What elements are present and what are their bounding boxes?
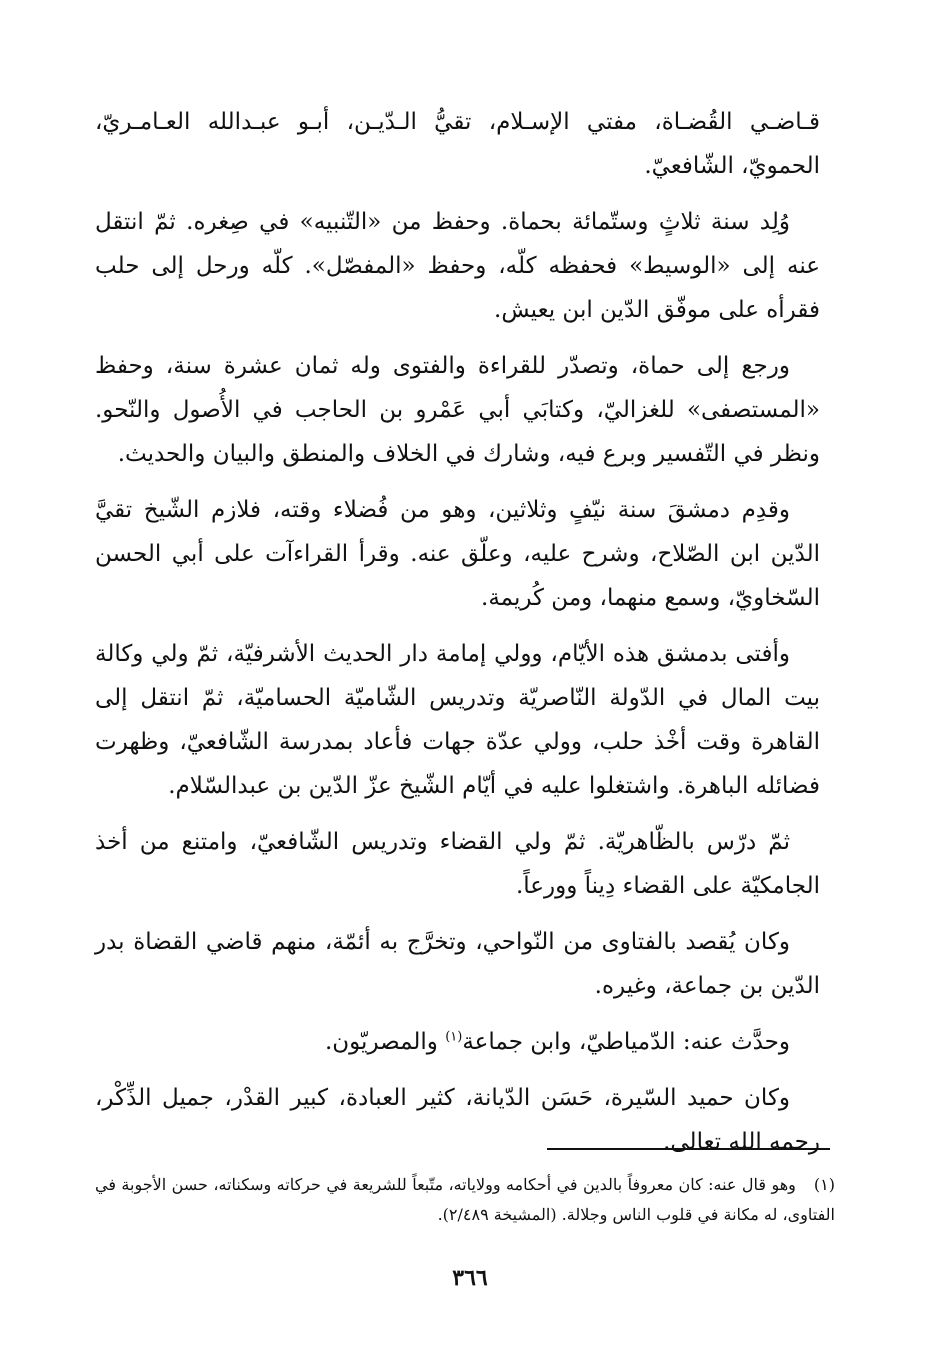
narrators-text-end: والمصريّون.: [324, 1029, 446, 1055]
paragraph-damascus: وقدِم دمشقَ سنة نيّفٍ وثلاثين، وهو من فُضلاء وقته، فلازم الشّيخ تقيَّ الدّين ابن الصّلاح، وشرح عليه، وعلّق عنه. وقرأ القراءآت على أبي الحسن السّخاويّ، وسمع منهما، ومن كُريمة.: [95, 497, 820, 611]
footnote-reference[interactable]: (١): [445, 1029, 463, 1045]
footnote-number: (١): [813, 1175, 835, 1194]
footnote: [95, 1170, 835, 1230]
paragraph-studies: ورجع إلى حماة، وتصدّر للقراءة والفتوى وله ثمان عشرة سنة، وحفظ «المستصفى» للغزاليّ، وكتابَي أبي عَمْرو بن الحاجب في الأُصول والنّحو. ونظر في التّفسير وبرع فيه، وشارك في الخلاف والمنطق والبيان والحديث.: [95, 353, 820, 467]
paragraph-students: وكان يُقصد بالفتاوى من النّواحي، وتخرَّج به أئمّة، منهم قاضي القضاة بدر الدّين بن جماعة، وغيره.: [95, 929, 820, 999]
paragraph-judgeship: ثمّ درّس بالظّاهريّة. ثمّ ولي القضاء وتدريس الشّافعيّ، وامتنع من أخذ الجامكيّة على القضاء دِيناً وورعاً.: [95, 829, 820, 899]
paragraph-narrators: [95, 1020, 820, 1064]
page-number: ٣٦٦: [452, 1265, 488, 1291]
paragraph-birth: وُلِد سنة ثلاثٍ وستّمائة بحماة. وحفظ من «التّنبيه» في صِغره. ثمّ انتقل عنه إلى «الوسيط» فحفظه كلّه، وحفظ «المفصّل». كلّه ورحل إلى حلب فقرأه على موفّق الدّين ابن يعيش.: [95, 209, 820, 323]
paragraph-character: وكان حميد السّيرة، حَسَن الدّيانة، كثير العبادة، كبير القدْر، جميل الذِّكْر، رحمه الله تعالى.: [95, 1085, 820, 1155]
paragraph-positions: وأفتى بدمشق هذه الأيّام، وولي إمامة دار الحديث الأشرفيّة، ثمّ ولي وكالة بيت المال في الدّولة النّاصريّة وتدريس الشّاميّة الحساميّة، ثمّ انتقل إلى القاهرة وقت أخْذ حلب، وولي عدّة جهات فأعاد بمدرسة الشّافعيّ، وظهرت فضائله الباهرة. واشتغلوا عليه في أيّام الشّيخ عزّ الدّين بن عبدالسّلام.: [95, 641, 820, 799]
footnote-divider: [547, 1148, 830, 1150]
footnote-text: وهو قال عنه: كان معروفاً بالدين في أحكامه وولاياته، متّبعاً للشريعة في حركاته وسكناته، حسن الأجوبة في الفتاوى، له مكانة في قلوب الناس وجلالة. (المشيخة ٢/٤٨٩).: [95, 1175, 835, 1224]
narrators-text: وحدَّث عنه: الدّمياطيّ، وابن جماعة: [462, 1029, 790, 1055]
paragraph-titles: قـاضـي القُضـاة، مفتي الإسـلام، تقيُّ الـدّيـن، أبـو عبـدالله العـامـريّ، الحمويّ، الشّافعيّ.: [95, 109, 820, 179]
main-text: [95, 100, 820, 1176]
